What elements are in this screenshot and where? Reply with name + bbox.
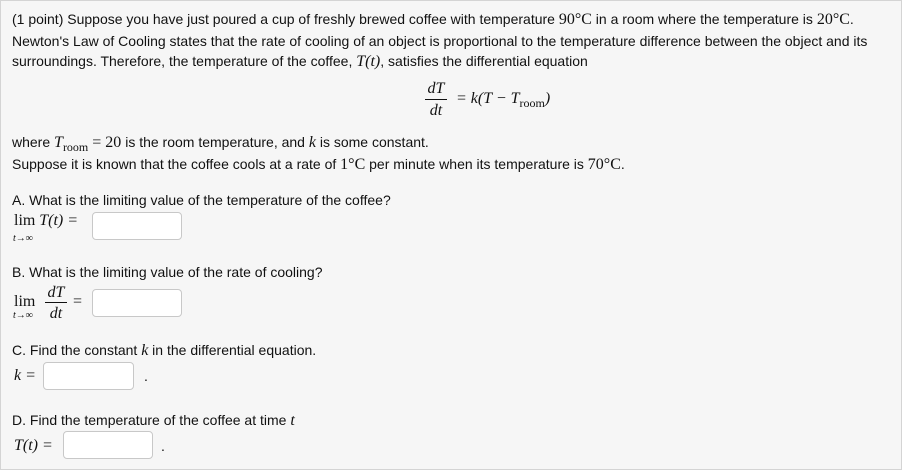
fraction-bar: [45, 302, 67, 303]
period: .: [144, 368, 148, 384]
question-c-label: [12, 342, 316, 360]
question-a-expression: [14, 212, 78, 230]
where-text: is the room temperature, and: [121, 134, 309, 150]
where-text: is some constant.: [315, 134, 429, 150]
t-room-subscript: room: [62, 140, 89, 154]
question-d-label: [12, 412, 295, 430]
initial-temperature: 90°C: [558, 11, 592, 28]
lim-word-b: [14, 293, 35, 311]
rate-text: .: [620, 155, 625, 172]
question-b-label: B. What is the limiting value of the rate of cooling?: [12, 264, 323, 280]
equation-derivative: [425, 80, 447, 120]
equation-rhs: [456, 90, 550, 108]
t-of-t-expression: T(t) =: [39, 212, 79, 229]
room-temperature: 20°C: [816, 11, 850, 28]
t-room-symbol: T: [54, 134, 63, 151]
t-room-value: = 20: [88, 134, 122, 151]
equals-sign: =: [73, 293, 83, 310]
rate-text: Suppose it is known that the coffee cools at a rate of: [12, 155, 341, 172]
cooling-rate: 1°C: [340, 155, 366, 173]
derivative-numerator: dT: [47, 284, 65, 301]
equation-rhs-close: ): [544, 90, 551, 107]
rate-text: per minute when its temperature is: [365, 155, 588, 172]
lim-subscript: t→∞: [13, 233, 33, 244]
k-expression: k =: [14, 367, 36, 384]
constants-description: [12, 132, 625, 175]
lim-subscript: t→∞: [13, 310, 33, 321]
equation-rhs-text: = k(T − T: [456, 90, 520, 107]
t-of-t-expression: T(t) =: [14, 437, 53, 454]
intro-text: , satisfies the differential equation: [380, 53, 588, 69]
question-d-text: D. Find the temperature of the coffee at time: [12, 412, 291, 428]
rate-derivative: [45, 284, 67, 322]
intro-text: (1 point) Suppose you have just poured a cup of freshly brewed coffee with temperature: [12, 11, 559, 27]
lim-word: lim: [14, 212, 36, 229]
intro-text: in a room where the temperature is: [591, 11, 817, 27]
fraction-bar: [425, 99, 447, 100]
answer-a-input[interactable]: [92, 212, 182, 240]
equation-subscript: room: [519, 96, 545, 110]
k-symbol: k: [308, 134, 316, 151]
answer-b-input[interactable]: [92, 289, 182, 317]
rate-temperature: 70°C: [587, 155, 621, 173]
where-text: where: [12, 134, 55, 150]
period: .: [161, 438, 165, 454]
derivative-denominator: dt: [429, 102, 443, 119]
k-symbol: k: [141, 342, 149, 359]
lim-word: lim: [14, 293, 36, 310]
problem-statement: [12, 9, 896, 73]
answer-d-input[interactable]: [63, 431, 153, 459]
intro-text: .: [849, 11, 854, 27]
question-c-text: C. Find the constant: [12, 342, 142, 358]
derivative-denominator: dt: [49, 305, 63, 322]
t-symbol: t: [290, 412, 295, 429]
answer-c-input[interactable]: [43, 362, 134, 390]
question-c-text: in the differential equation.: [148, 342, 317, 358]
derivative-numerator: dT: [427, 80, 445, 97]
question-a-label: A. What is the limiting value of the temperature of the coffee?: [12, 192, 391, 208]
function-name: T(t): [356, 53, 381, 70]
newtons-law-text: Newton's Law of Cooling states that the rate of cooling of an object is proportional to the temperature difference between the object and its surroundings. Therefore, the temperature of the coffee,: [12, 32, 868, 69]
